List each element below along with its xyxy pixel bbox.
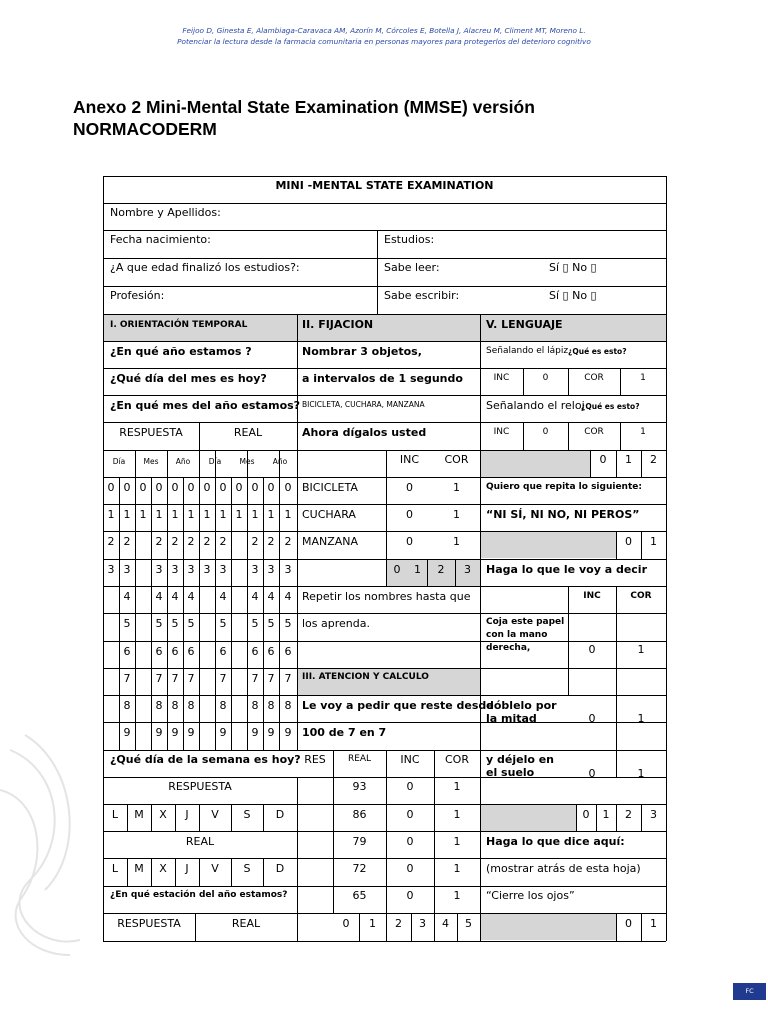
digit-cell: 0 (203, 481, 211, 494)
fixation-line-4: Ahora dígalos usted (302, 426, 427, 439)
calc-line-2: 100 de 7 en 7 (302, 726, 387, 739)
weekday-cell: D (275, 808, 285, 821)
digit-cell: 5 (187, 617, 195, 630)
fixation-score: 3 (464, 563, 471, 576)
age-studies-label: ¿A que edad finalizó los estudios?: (110, 261, 300, 274)
calc-zero: 0 (406, 780, 414, 793)
calc-inc-header: INC (400, 753, 420, 766)
fixation-score: 1 (414, 563, 421, 576)
section-1-title: I. ORIENTACIÓN TEMPORAL (110, 320, 248, 330)
date-subheader: Año (272, 457, 288, 466)
digit-cell: 3 (123, 563, 131, 576)
digit-cell: 1 (219, 508, 227, 521)
digit-cell: 8 (123, 699, 131, 712)
digit-cell: 4 (123, 590, 131, 603)
fold-one: 1 (637, 712, 645, 725)
naming-score: 2 (650, 453, 657, 466)
weekday-cell: J (185, 808, 189, 821)
calc-score: 2 (395, 917, 402, 930)
digit-cell: 7 (187, 672, 195, 685)
calc-one: 1 (453, 889, 461, 902)
weekday-real-cell: L (111, 862, 119, 875)
object-1: CUCHARA (302, 508, 356, 521)
digit-cell: 0 (187, 481, 195, 494)
digit-cell: 7 (267, 672, 275, 685)
digit-cell: 8 (187, 699, 195, 712)
respuesta-header: RESPUESTA (119, 426, 183, 439)
repeat-line-2: los aprenda. (302, 617, 370, 630)
digit-cell: 9 (284, 726, 292, 739)
season-real-header: REAL (231, 917, 261, 930)
digit-cell: 4 (187, 590, 195, 603)
weekday-real-cell: X (159, 862, 167, 875)
digit-cell: 1 (123, 508, 131, 521)
weekday-respuesta-header: RESPUESTA (168, 780, 232, 793)
calc-score: 1 (369, 917, 376, 930)
digit-cell: 4 (155, 590, 163, 603)
weekday-cell: X (159, 808, 167, 821)
digit-cell: 7 (171, 672, 179, 685)
question-year: ¿En qué año estamos ? (110, 345, 252, 358)
fixation-objects: BICICLETA, CUCHARA, MANZANA (302, 400, 425, 409)
question-month: ¿En qué mes del año estamos? (110, 399, 301, 412)
take-one: 1 (637, 643, 645, 656)
digit-cell: 4 (251, 590, 259, 603)
command-score: 3 (650, 808, 657, 821)
weekday-real-cell: M (134, 862, 144, 875)
calc-score: 4 (442, 917, 449, 930)
digit-cell: 8 (155, 699, 163, 712)
digit-cell: 8 (251, 699, 259, 712)
section-3-title: III. ATENCION Y CALCULO (302, 672, 429, 682)
publisher-badge: FC (733, 983, 766, 1000)
title-line-1: Anexo 2 Mini-Mental State Examination (MMSE) versión (73, 97, 535, 117)
write-label: Sabe escribir: (384, 289, 460, 302)
digit-cell: 2 (284, 535, 292, 548)
calc-real-header: REAL (347, 754, 372, 764)
date-subheader: Día (208, 457, 222, 466)
repeat-line-1: Repetir los nombres hasta que (302, 590, 471, 603)
floor-zero: 0 (588, 767, 596, 780)
form-heading: MINI -MENTAL STATE EXAMINATION (275, 179, 494, 192)
close-eyes-score: 0 (625, 917, 632, 930)
cor-header: COR (444, 453, 469, 466)
weekday-cell: M (134, 808, 144, 821)
calc-one: 1 (453, 808, 461, 821)
section-2-title: II. FIJACION (302, 318, 374, 331)
fixation-score: 0 (393, 563, 401, 576)
calc-zero: 0 (406, 835, 414, 848)
read-command-label: Haga lo que dice aquí: (486, 835, 625, 848)
digit-cell: 6 (251, 645, 259, 658)
calc-value: 93 (352, 780, 367, 793)
command-score: 2 (625, 808, 632, 821)
weekday-real-cell: J (185, 862, 189, 875)
digit-cell: 0 (235, 481, 243, 494)
score-zero: 0 (406, 535, 413, 548)
calc-zero: 0 (406, 889, 414, 902)
calc-one: 1 (453, 835, 461, 848)
command-score: 0 (582, 808, 590, 821)
shaded-cell (481, 913, 616, 940)
score-one: 1 (453, 535, 460, 548)
floor-paper: y déjelo en el suelo (486, 753, 555, 779)
digit-cell: 1 (139, 508, 147, 521)
fold-paper: dóblelo por la mitad (486, 699, 557, 725)
date-subheader: Día (112, 457, 126, 466)
pencil-one: 1 (640, 373, 646, 383)
pencil-cor: COR (584, 373, 604, 383)
digit-cell: 6 (155, 645, 163, 658)
repeat-score: 1 (650, 535, 657, 548)
article-title: Potenciar la lectura desde la farmacia comunitaria en personas mayores para protegerlos del deterioro cognitivo (177, 37, 591, 46)
digit-cell: 2 (107, 535, 115, 548)
digit-cell: 2 (267, 535, 275, 548)
digit-cell: 2 (155, 535, 163, 548)
digit-cell: 2 (171, 535, 179, 548)
digit-cell: 1 (107, 508, 115, 521)
digit-cell: 9 (171, 726, 179, 739)
calc-value: 79 (352, 835, 367, 848)
naming-score: 0 (599, 453, 607, 466)
shaded-cell (481, 450, 590, 477)
pencil-label: Señalando el lápiz (486, 346, 569, 356)
write-yes-no: Sí ▯ No ▯ (549, 289, 597, 302)
digit-cell: 5 (267, 617, 275, 630)
digit-cell: 4 (284, 590, 292, 603)
digit-cell: 9 (155, 726, 163, 739)
date-subheader: Año (175, 457, 191, 466)
digit-cell: 7 (155, 672, 163, 685)
weekday-cell: V (211, 808, 219, 821)
digit-cell: 2 (219, 535, 227, 548)
digit-cell: 2 (123, 535, 131, 548)
read-yes-no: Sí ▯ No ▯ (549, 261, 597, 274)
watch-zero: 0 (542, 427, 549, 437)
digit-cell: 6 (267, 645, 275, 658)
digit-cell: 5 (284, 617, 292, 630)
digit-cell: 0 (171, 481, 179, 494)
repeat-label: Quiero que repita lo siguiente: (486, 482, 642, 492)
calc-one: 1 (453, 862, 461, 875)
digit-cell: 3 (171, 563, 179, 576)
digit-cell: 0 (139, 481, 147, 494)
pencil-zero: 0 (542, 373, 549, 383)
digit-cell: 5 (123, 617, 131, 630)
digit-cell: 9 (187, 726, 195, 739)
object-2: MANZANA (302, 535, 359, 548)
command-label: Haga lo que le voy a decir (486, 563, 647, 576)
close-eyes-score: 1 (650, 917, 657, 930)
fold-zero: 0 (588, 712, 596, 725)
question-day: ¿Qué día del mes es hoy? (110, 372, 267, 385)
command-inc: INC (583, 591, 601, 601)
weekday-cell: S (243, 808, 251, 821)
digit-cell: 1 (155, 508, 163, 521)
digit-cell: 3 (187, 563, 195, 576)
name-label: Nombre y Apellidos: (110, 206, 221, 219)
digit-cell: 5 (219, 617, 227, 630)
date-subheader: Mes (239, 457, 255, 466)
score-one: 1 (453, 508, 460, 521)
calc-score: 5 (465, 917, 472, 930)
score-zero: 0 (406, 508, 413, 521)
digit-cell: 1 (251, 508, 259, 521)
digit-cell: 0 (107, 481, 115, 494)
digit-cell: 1 (203, 508, 211, 521)
digit-cell: 5 (171, 617, 179, 630)
digit-cell: 0 (284, 481, 292, 494)
calc-value: 65 (352, 889, 367, 902)
date-subheader: Mes (143, 457, 159, 466)
season-respuesta-header: RESPUESTA (117, 917, 181, 930)
article-authors: Feijoo D, Ginesta E, Alambiaga-Caravaca AM, Azorín M, Córcoles E, Botella J, Alacreu M, Climent MT, Moreno L. (182, 26, 586, 35)
profession-label: Profesión: (110, 289, 165, 302)
digit-cell: 6 (123, 645, 131, 658)
digit-cell: 2 (187, 535, 195, 548)
shaded-cell (481, 804, 576, 831)
calc-value: 72 (352, 862, 367, 875)
calc-zero: 0 (406, 862, 414, 875)
weekday-real-header: REAL (185, 835, 215, 848)
repeat-score: 0 (625, 535, 632, 548)
digit-cell: 1 (235, 508, 243, 521)
digit-cell: 0 (267, 481, 275, 494)
digit-cell: 9 (251, 726, 259, 739)
digit-cell: 3 (284, 563, 292, 576)
calc-score: 0 (342, 917, 350, 930)
watch-question: ¿Qué es esto? (581, 402, 640, 411)
digit-cell: 7 (219, 672, 227, 685)
digit-cell: 6 (219, 645, 227, 658)
digit-cell: 3 (107, 563, 115, 576)
digit-cell: 9 (267, 726, 275, 739)
score-zero: 0 (406, 481, 413, 494)
digit-cell: 8 (267, 699, 275, 712)
digit-cell: 9 (219, 726, 227, 739)
digit-cell: 4 (171, 590, 179, 603)
fixation-line-2: a intervalos de 1 segundo (302, 372, 463, 385)
command-score: 1 (602, 808, 610, 821)
digit-cell: 7 (123, 672, 131, 685)
digit-cell: 9 (123, 726, 131, 739)
digit-cell: 7 (251, 672, 259, 685)
calc-score: 3 (419, 917, 426, 930)
digit-cell: 4 (267, 590, 275, 603)
shaded-cell (481, 531, 616, 558)
weekday-cell: L (111, 808, 119, 821)
weekday-real-cell: D (275, 862, 285, 875)
calc-line-1: Le voy a pedir que reste desde (302, 699, 494, 712)
digit-cell: 2 (251, 535, 259, 548)
digit-cell: 1 (284, 508, 292, 521)
digit-cell: 3 (251, 563, 259, 576)
calc-cor-header: COR (445, 753, 469, 766)
floor-one: 1 (637, 767, 645, 780)
question-weekday: ¿Qué día de la semana es hoy? (110, 753, 301, 766)
digit-cell: 0 (251, 481, 259, 494)
pencil-question: ¿Qué es esto? (568, 347, 627, 356)
read-label: Sabe leer: (384, 261, 440, 274)
close-eyes: “Cierre los ojos” (486, 889, 575, 902)
watch-label: Señalando el reloj (486, 399, 585, 412)
digit-cell: 4 (219, 590, 227, 603)
digit-cell: 8 (171, 699, 179, 712)
take-paper: Coja este papel con la mano derecha, (486, 617, 565, 653)
digit-cell: 3 (203, 563, 211, 576)
res-header: RES (304, 753, 326, 766)
watch-cor: COR (584, 427, 604, 437)
inc-header: INC (399, 453, 420, 466)
weekday-real-cell: V (211, 862, 219, 875)
digit-cell: 6 (284, 645, 292, 658)
digit-cell: 2 (203, 535, 211, 548)
digit-cell: 0 (123, 481, 131, 494)
command-cor: COR (630, 591, 652, 601)
digit-cell: 5 (251, 617, 259, 630)
fixation-line-1: Nombrar 3 objetos, (302, 345, 422, 358)
digit-cell: 8 (219, 699, 227, 712)
repeat-phrase: “NI SÍ, NI NO, NI PEROS” (486, 508, 640, 521)
digit-cell: 8 (284, 699, 292, 712)
read-command-note: (mostrar atrás de esta hoja) (486, 862, 641, 875)
weekday-real-cell: S (243, 862, 251, 875)
question-season: ¿En qué estación del año estamos? (110, 890, 288, 900)
studies-label: Estudios: (384, 233, 435, 246)
calc-one: 1 (453, 780, 461, 793)
real-header: REAL (233, 426, 263, 439)
digit-cell: 3 (155, 563, 163, 576)
calc-value: 86 (352, 808, 367, 821)
digit-cell: 3 (219, 563, 227, 576)
section-5-title: V. LENGUAJE (486, 318, 563, 331)
watch-one: 1 (640, 427, 646, 437)
naming-score: 1 (625, 453, 632, 466)
digit-cell: 5 (155, 617, 163, 630)
digit-cell: 7 (284, 672, 292, 685)
calc-zero: 0 (406, 808, 414, 821)
digit-cell: 3 (267, 563, 275, 576)
watch-inc: INC (493, 427, 510, 437)
pencil-inc: INC (493, 373, 510, 383)
fixation-score: 2 (437, 563, 445, 576)
digit-cell: 6 (187, 645, 195, 658)
digit-cell: 0 (219, 481, 227, 494)
digit-cell: 1 (171, 508, 179, 521)
take-zero: 0 (588, 643, 596, 656)
digit-cell: 6 (171, 645, 179, 658)
birth-label: Fecha nacimiento: (110, 233, 211, 246)
title-line-2: NORMACODERM (73, 119, 217, 139)
object-0: BICICLETA (302, 481, 358, 494)
digit-cell: 0 (155, 481, 163, 494)
digit-cell: 1 (187, 508, 195, 521)
digit-cell: 1 (267, 508, 275, 521)
score-one: 1 (453, 481, 460, 494)
